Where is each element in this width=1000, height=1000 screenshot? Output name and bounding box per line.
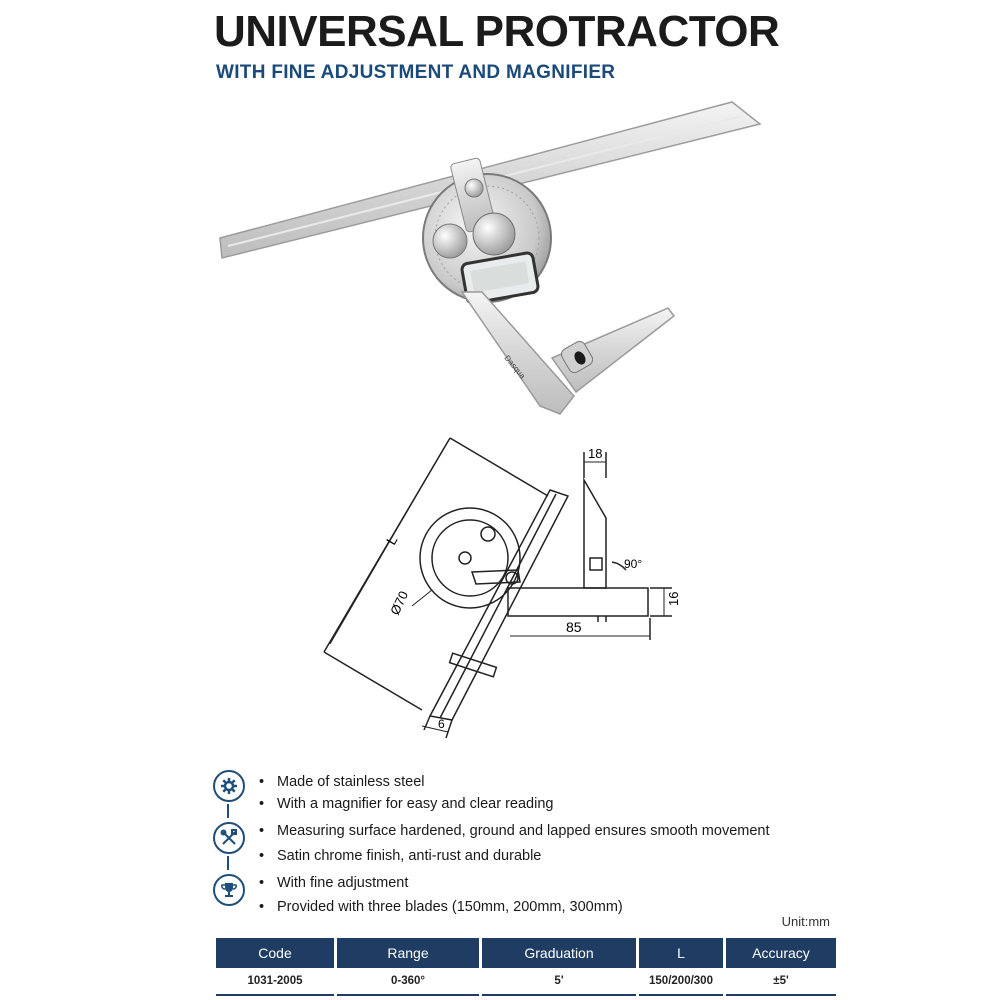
dim-base-label: 85	[566, 619, 582, 635]
technical-drawing	[300, 430, 700, 750]
drawing-base	[508, 588, 648, 616]
icon-connector	[227, 804, 229, 818]
cell-accuracy: ±5'	[726, 968, 836, 996]
cell-code: 1031-2005	[216, 968, 334, 996]
feature-item: • With a magnifier for easy and clear reading	[257, 796, 770, 813]
cell-l: 150/200/300	[639, 968, 723, 996]
feature-section	[205, 768, 845, 928]
spec-table	[213, 938, 839, 996]
feature-item: • With fine adjustment	[257, 875, 770, 892]
drawing-short-blade	[584, 480, 606, 588]
page-subtitle: WITH FINE ADJUSTMENT AND MAGNIFIER	[216, 62, 616, 83]
col-range: Range	[337, 938, 479, 968]
brand-mark: Dasqua	[502, 353, 528, 381]
dim-length-label: L	[382, 532, 401, 548]
dim-diameter-label: Ø70	[387, 588, 412, 618]
icon-connector	[227, 856, 229, 870]
feature-list	[257, 772, 770, 916]
feature-item: • Measuring surface hardened, ground and lapped ensures smooth movement	[257, 823, 770, 840]
trophy-icon	[213, 874, 245, 906]
page-title: UNIVERSAL PROTRACTOR	[214, 7, 780, 56]
table-header-row	[216, 938, 836, 968]
product-photo	[212, 96, 772, 426]
col-l: L	[639, 938, 723, 968]
cell-range: 0-360°	[337, 968, 479, 996]
unit-label: Unit:mm	[781, 914, 830, 929]
dim-top-width-label: 18	[588, 446, 603, 461]
table-row	[216, 968, 836, 996]
dim-angle-label: 90°	[624, 557, 643, 571]
dim-height-label: 16	[666, 591, 681, 606]
feature-item: • Satin chrome finish, anti-rust and durable	[257, 848, 770, 865]
fine-adjust-knob	[433, 224, 467, 258]
gear-icon	[213, 770, 245, 802]
locking-knob	[473, 213, 515, 255]
base-arm	[462, 292, 574, 414]
tools-icon	[213, 822, 245, 854]
feature-item: • Made of stainless steel	[257, 774, 770, 791]
col-graduation: Graduation	[482, 938, 636, 968]
cell-graduation: 5'	[482, 968, 636, 996]
col-code: Code	[216, 938, 334, 968]
col-accuracy: Accuracy	[726, 938, 836, 968]
dim-length-line	[330, 448, 444, 644]
dim-blade-label: 6	[438, 717, 445, 731]
feature-item: • Provided with three blades (150mm, 200mm, 300mm)	[257, 899, 770, 916]
